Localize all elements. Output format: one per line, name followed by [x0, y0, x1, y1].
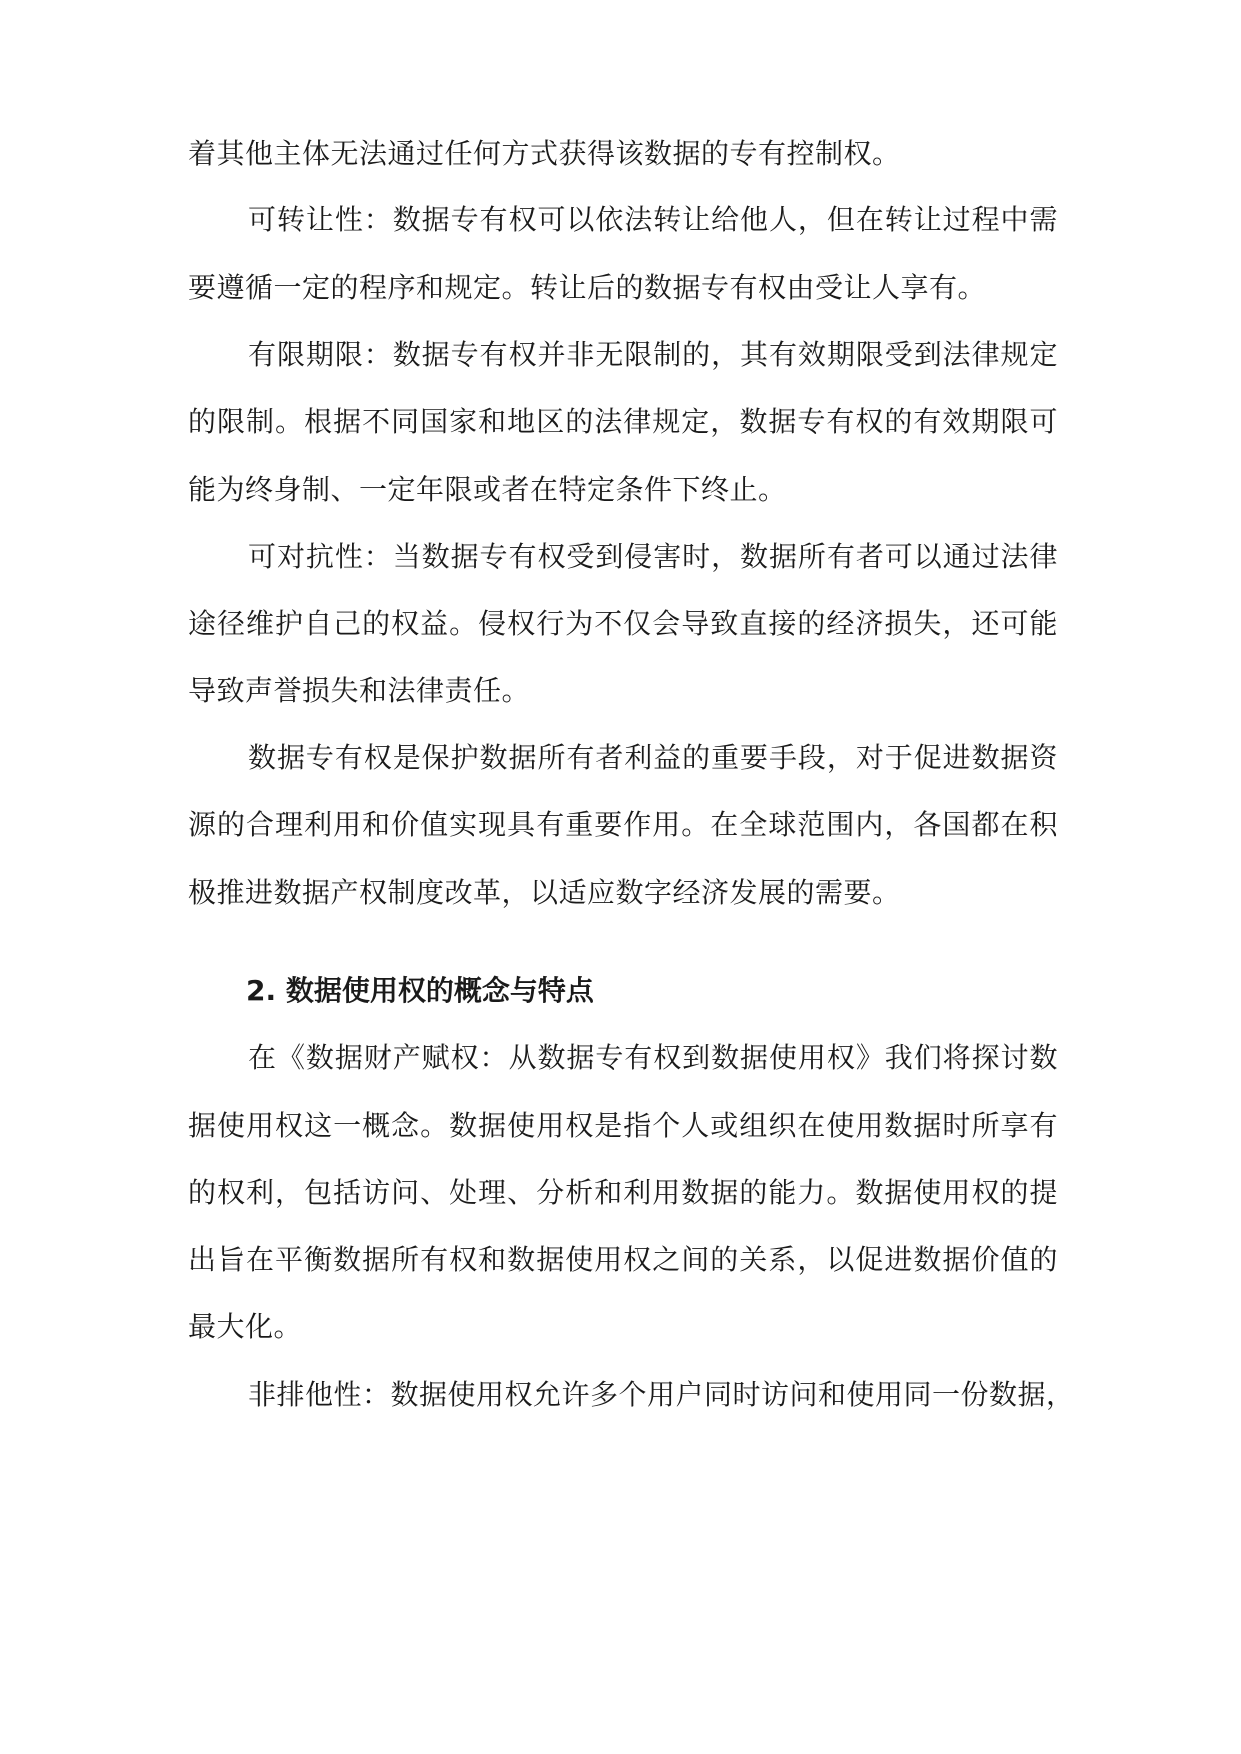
section-heading: 2. 数据使用权的概念与特点 — [246, 974, 594, 1007]
text-line: 要遵循一定的程序和规定。转让后的数据专有权由受让人享有。 — [188, 271, 987, 304]
text-line: 能为终身制、一定年限或者在特定条件下终止。 — [188, 473, 787, 506]
text-line: 着其他主体无法通过任何方式获得该数据的专有控制权。 — [188, 137, 901, 170]
text-line: 源的合理利用和价值实现具有重要作用。在全球范围内，各国都在积 — [188, 808, 1058, 841]
text-line: 的权利，包括访问、处理、分析和利用数据的能力。数据使用权的提 — [188, 1176, 1058, 1209]
text-line: 据使用权这一概念。数据使用权是指个人或组织在使用数据时所享有 — [188, 1109, 1058, 1142]
text-line: 导致声誉损失和法律责任。 — [188, 674, 531, 707]
text-line: 极推进数据产权制度改革，以适应数字经济发展的需要。 — [188, 876, 901, 909]
text-line: 的限制。根据不同国家和地区的法律规定，数据专有权的有效期限可 — [188, 405, 1058, 438]
text-line: 数据专有权是保护数据所有者利益的重要手段，对于促进数据资 — [248, 741, 1058, 774]
text-line: 途径维护自己的权益。侵权行为不仅会导致直接的经济损失，还可能 — [188, 607, 1058, 640]
text-line: 在《数据财产赋权：从数据专有权到数据使用权》我们将探讨数 — [248, 1041, 1058, 1074]
text-line: 可转让性：数据专有权可以依法转让给他人，但在转让过程中需 — [248, 203, 1058, 236]
text-line: 出旨在平衡数据所有权和数据使用权之间的关系，以促进数据价值的 — [188, 1243, 1058, 1276]
text-line: 有限期限：数据专有权并非无限制的，其有效期限受到法律规定 — [248, 338, 1058, 371]
text-line: 可对抗性：当数据专有权受到侵害时，数据所有者可以通过法律 — [248, 540, 1058, 573]
text-line: 最大化。 — [188, 1310, 303, 1343]
text-line: 非排他性：数据使用权允许多个用户同时访问和使用同一份数据， — [248, 1378, 1075, 1411]
